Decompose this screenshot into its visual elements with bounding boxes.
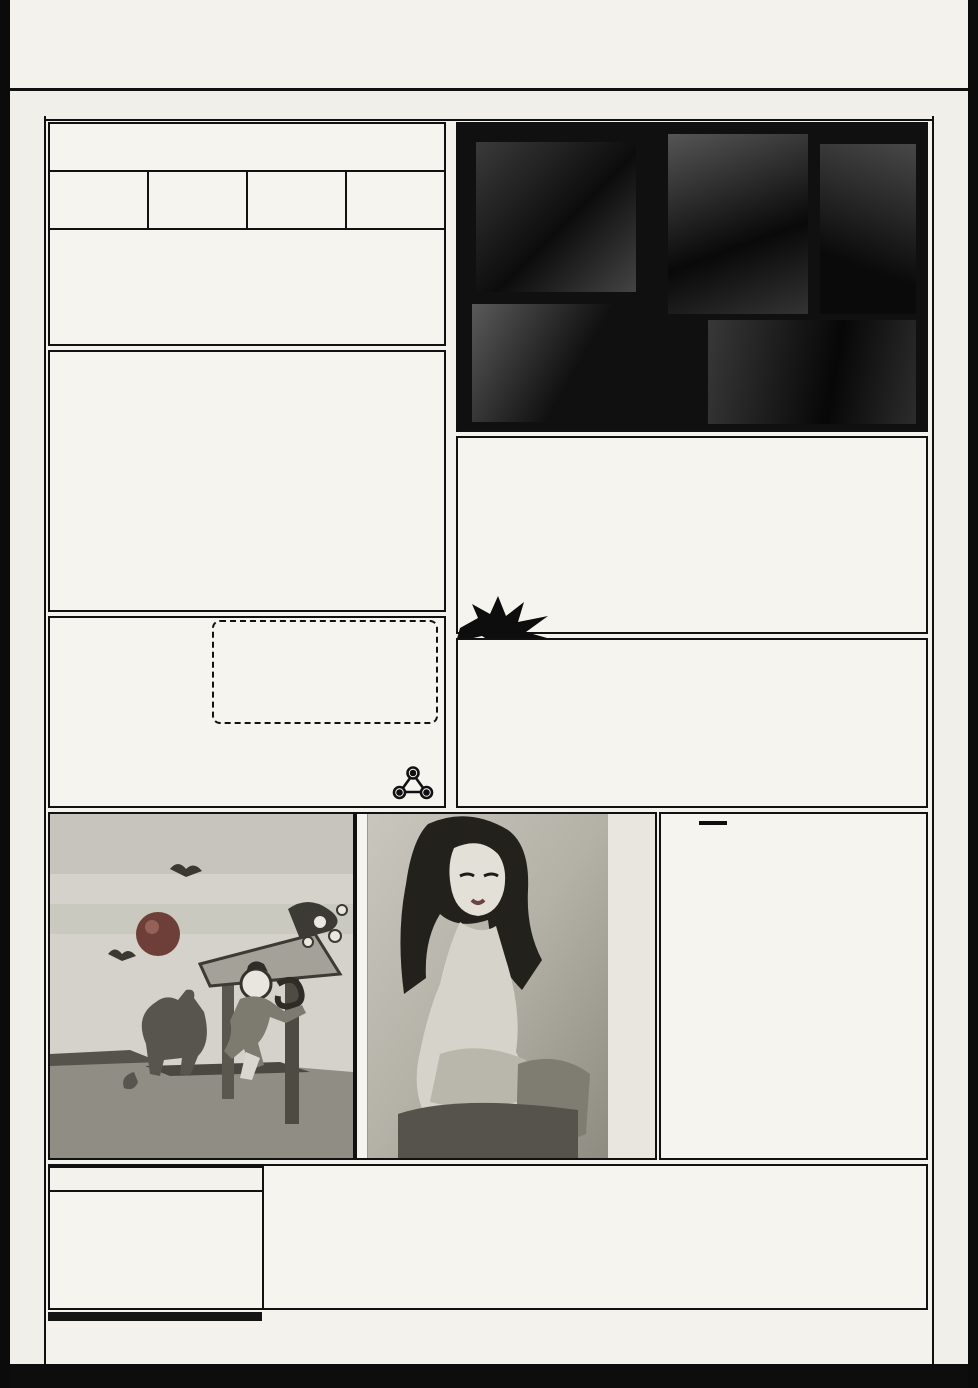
wanghou-box: [456, 436, 928, 634]
pinup-photo: [368, 814, 655, 1158]
slogan-vertical: [357, 814, 368, 1158]
iron-triangle-icon: [392, 766, 434, 800]
wanghou-body: [512, 438, 926, 632]
three-wave-inset: [212, 620, 438, 724]
results-title: [50, 1166, 262, 1192]
cell-daxiao: [50, 172, 147, 228]
size-parity-row: [50, 172, 444, 230]
three-wave-numbers: [214, 624, 436, 628]
montage-photo: [820, 144, 916, 314]
wanghou-vertical-title: [458, 438, 468, 446]
left-edge-bar: [0, 0, 10, 1388]
wanghou-title-column: [458, 438, 512, 632]
marksix-side-strip-right: [932, 116, 968, 1388]
three-in-two-box: [48, 616, 446, 808]
cell-danshuang: [246, 172, 345, 228]
night-talk-box: [659, 812, 928, 1160]
remind-box: [456, 638, 928, 808]
marksix-side-strip-left: [10, 116, 46, 1388]
results-table: [48, 1164, 262, 1310]
right-edge-bar: [968, 0, 978, 1388]
masthead: [14, 20, 964, 86]
today-special-title: [50, 124, 444, 172]
secret-numbers: [50, 238, 444, 244]
cartoon-drawing: [50, 814, 353, 1158]
marksix-banner-strip: [10, 88, 968, 121]
iron-triangle-seal: [392, 766, 434, 804]
footer-band: [10, 1364, 968, 1388]
pinup-photo-drawing: [368, 814, 608, 1158]
cell-dan: [345, 172, 444, 228]
three-in-two-main: [56, 618, 444, 806]
photo-montage: [456, 122, 928, 432]
stats-values-grid: [262, 1314, 928, 1364]
number-trend-chart: [262, 1164, 928, 1310]
montage-photo: [708, 320, 916, 424]
gift-box: [48, 350, 446, 612]
montage-photo: [476, 142, 636, 292]
cartoon-illustration: [48, 812, 355, 1160]
cell-xiao: [147, 172, 246, 228]
stats-divider-band: [48, 1312, 262, 1321]
today-special-box: [48, 122, 446, 346]
montage-photo: [472, 304, 622, 422]
middle-photo-block: [355, 812, 657, 1160]
night-talk-title: [699, 821, 727, 825]
montage-photo: [668, 134, 808, 314]
